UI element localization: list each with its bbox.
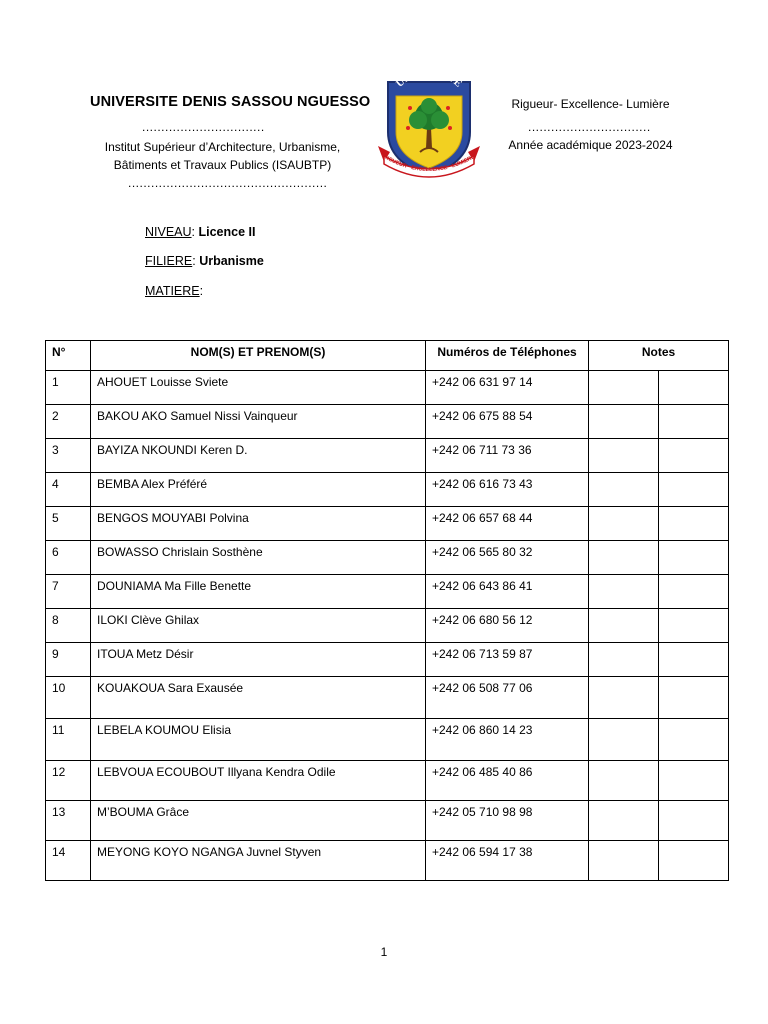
- table-row: [46, 643, 729, 677]
- tree-shield-seal-icon: [370, 66, 488, 184]
- dotted-separator: ....................................................: [128, 176, 328, 190]
- phone-number: +242 06 594 17 38: [426, 841, 589, 881]
- notes-cell-1: [589, 473, 659, 507]
- notes-cell-2: [659, 801, 729, 841]
- student-name: ITOUA Metz Désir: [91, 643, 426, 677]
- notes-cell-2: [659, 473, 729, 507]
- row-number: 12: [46, 761, 91, 801]
- phone-number: +242 06 680 56 12: [426, 609, 589, 643]
- phone-number: +242 06 508 77 06: [426, 677, 589, 719]
- notes-cell-1: [589, 371, 659, 405]
- institute-line-2: Bâtiments et Travaux Publics (ISAUBTP): [113, 158, 332, 172]
- student-name: LEBVOUA ECOUBOUT Illyana Kendra Odile: [91, 761, 426, 801]
- filiere-value: Urbanisme: [199, 254, 264, 268]
- matiere-field: MATIERE:: [145, 284, 204, 298]
- student-name: BOWASSO Chrislain Sosthène: [91, 541, 426, 575]
- institute-line-1: Institut Supérieur d’Architecture, Urbanisme,: [104, 140, 341, 154]
- row-number: 14: [46, 841, 91, 881]
- phone-number: +242 06 616 73 43: [426, 473, 589, 507]
- niveau-field: NIVEAU: Licence II: [145, 225, 256, 239]
- student-name: BENGOS MOUYABI Polvina: [91, 507, 426, 541]
- table-body: [46, 371, 729, 881]
- row-number: 2: [46, 405, 91, 439]
- notes-cell-2: [659, 761, 729, 801]
- row-number: 3: [46, 439, 91, 473]
- svg-text:RIGUEUR · EXCELLENCE · LUMIERE: RIGUEUR · EXCELLENCE · LUMIERE: [381, 153, 477, 174]
- phone-number: +242 06 657 68 44: [426, 507, 589, 541]
- dotted-separator: ................................: [142, 120, 265, 134]
- filiere-field: FILIERE: Urbanisme: [145, 254, 264, 268]
- student-name: BEMBA Alex Préféré: [91, 473, 426, 507]
- notes-cell-2: [659, 507, 729, 541]
- phone-number: +242 06 643 86 41: [426, 575, 589, 609]
- row-number: 7: [46, 575, 91, 609]
- phone-number: +242 06 713 59 87: [426, 643, 589, 677]
- phone-number: +242 06 565 80 32: [426, 541, 589, 575]
- row-number: 4: [46, 473, 91, 507]
- notes-cell-2: [659, 541, 729, 575]
- row-number: 5: [46, 507, 91, 541]
- column-header-number: N°: [46, 341, 91, 371]
- row-number: 8: [46, 609, 91, 643]
- table-row: [46, 719, 729, 761]
- phone-number: +242 06 631 97 14: [426, 371, 589, 405]
- niveau-value: Licence II: [198, 225, 256, 239]
- phone-number: +242 06 860 14 23: [426, 719, 589, 761]
- student-roster-table: [45, 340, 729, 881]
- student-name: KOUAKOUA Sara Exausée: [91, 677, 426, 719]
- notes-cell-2: [659, 609, 729, 643]
- notes-cell-2: [659, 439, 729, 473]
- notes-cell-1: [589, 439, 659, 473]
- notes-cell-2: [659, 643, 729, 677]
- table-row: [46, 575, 729, 609]
- student-name: ILOKI Clève Ghilax: [91, 609, 426, 643]
- notes-cell-1: [589, 801, 659, 841]
- notes-cell-2: [659, 371, 729, 405]
- notes-cell-1: [589, 841, 659, 881]
- row-number: 6: [46, 541, 91, 575]
- notes-cell-1: [589, 761, 659, 801]
- row-number: 1: [46, 371, 91, 405]
- niveau-label: NIVEAU: [145, 225, 192, 239]
- table-row: [46, 761, 729, 801]
- academic-year: Année académique 2023-2024: [508, 138, 673, 152]
- phone-number: +242 06 675 88 54: [426, 405, 589, 439]
- phone-number: +242 06 485 40 86: [426, 761, 589, 801]
- svg-text:UNIVERSITE: UNIVERSITE: [394, 66, 464, 90]
- table-row: [46, 677, 729, 719]
- student-name: LEBELA KOUMOU Elisia: [91, 719, 426, 761]
- table-row: [46, 371, 729, 405]
- notes-cell-2: [659, 677, 729, 719]
- column-header-phone: Numéros de Téléphones: [426, 341, 589, 371]
- row-number: 9: [46, 643, 91, 677]
- notes-cell-1: [589, 719, 659, 761]
- table-row: [46, 473, 729, 507]
- student-name: BAKOU AKO Samuel Nissi Vainqueur: [91, 405, 426, 439]
- notes-cell-1: [589, 541, 659, 575]
- notes-cell-2: [659, 841, 729, 881]
- column-header-notes: Notes: [589, 341, 729, 371]
- table-header-row: [46, 341, 729, 371]
- university-logo: [370, 66, 488, 184]
- matiere-label: MATIERE: [145, 284, 200, 298]
- table-row: [46, 507, 729, 541]
- notes-cell-1: [589, 609, 659, 643]
- column-header-name: NOM(S) ET PRENOM(S): [91, 341, 426, 371]
- student-name: DOUNIAMA Ma Fille Benette: [91, 575, 426, 609]
- phone-number: +242 06 711 73 36: [426, 439, 589, 473]
- notes-cell-1: [589, 575, 659, 609]
- notes-cell-1: [589, 507, 659, 541]
- phone-number: +242 05 710 98 98: [426, 801, 589, 841]
- table-row: [46, 801, 729, 841]
- table-row: [46, 405, 729, 439]
- university-name: UNIVERSITE DENIS SASSOU NGUESSO: [90, 94, 371, 110]
- row-number: 13: [46, 801, 91, 841]
- notes-cell-2: [659, 719, 729, 761]
- row-number: 10: [46, 677, 91, 719]
- student-name: AHOUET Louisse Sviete: [91, 371, 426, 405]
- row-number: 11: [46, 719, 91, 761]
- notes-cell-2: [659, 405, 729, 439]
- page-number: 1: [380, 945, 388, 959]
- student-name: M’BOUMA Grâce: [91, 801, 426, 841]
- student-name: MEYONG KOYO NGANGA Juvnel Styven: [91, 841, 426, 881]
- table-row: [46, 439, 729, 473]
- filiere-label: FILIERE: [145, 254, 193, 268]
- motto: Rigueur- Excellence- Lumière: [511, 97, 670, 111]
- notes-cell-1: [589, 405, 659, 439]
- notes-cell-1: [589, 643, 659, 677]
- table-row: [46, 609, 729, 643]
- notes-cell-2: [659, 575, 729, 609]
- table-row: [46, 841, 729, 881]
- table-row: [46, 541, 729, 575]
- notes-cell-1: [589, 677, 659, 719]
- dotted-separator: ................................: [528, 120, 651, 134]
- student-name: BAYIZA NKOUNDI Keren D.: [91, 439, 426, 473]
- institute-name: [90, 138, 355, 174]
